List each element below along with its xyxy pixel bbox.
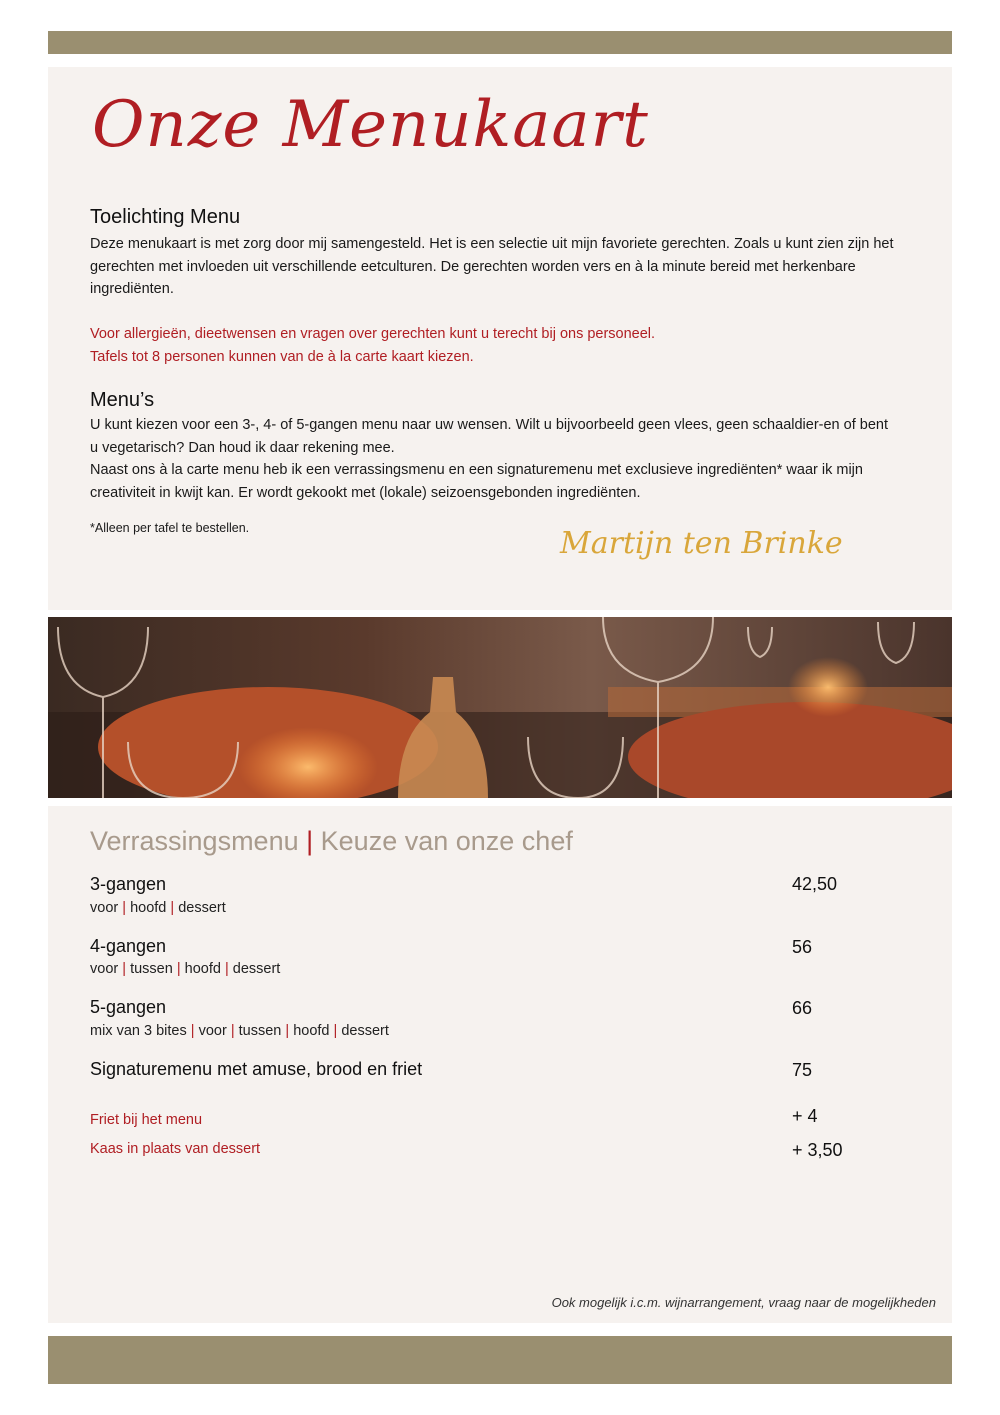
- menu-item-price: 66: [792, 998, 813, 1018]
- allergy-line: Voor allergieën, dieetwensen en vragen over gerechten kunt u terecht bij ons personeel.: [90, 326, 656, 342]
- course: voor: [90, 900, 119, 916]
- course-separator: |: [122, 900, 127, 916]
- course: voor: [90, 961, 119, 977]
- menu-item-courses: [90, 1023, 389, 1039]
- course: hoofd: [293, 1023, 330, 1039]
- menu-item-name: Signaturemenu met amuse, brood en friet: [90, 1059, 423, 1079]
- extra-label: Friet bij het menu: [90, 1112, 203, 1128]
- extra-price: + 4: [792, 1106, 818, 1126]
- intro-notice: [90, 323, 900, 368]
- course: tussen: [130, 961, 173, 977]
- course: voor: [198, 1023, 227, 1039]
- menu-item-name: 4-gangen: [90, 936, 167, 956]
- menu-item-price: 75: [792, 1060, 813, 1080]
- menu-item-courses: [90, 900, 226, 916]
- bottom-band: [48, 1336, 952, 1384]
- chef-signature: Martijn ten Brinke: [560, 526, 843, 561]
- menu-title-subtitle: Keuze van onze chef: [320, 826, 573, 856]
- course-separator: |: [170, 900, 175, 916]
- course-separator: |: [224, 961, 229, 977]
- course-separator: |: [230, 1023, 235, 1039]
- menu-title-name: Verrassingsmenu: [90, 826, 299, 856]
- course-separator: |: [285, 1023, 290, 1039]
- course: tussen: [238, 1023, 282, 1039]
- course: hoofd: [184, 961, 221, 977]
- course-separator: |: [333, 1023, 338, 1039]
- course-separator: |: [176, 961, 181, 977]
- course-separator: |: [190, 1023, 195, 1039]
- intro-heading: Toelichting Menu: [90, 206, 241, 228]
- menu-item-name: 5-gangen: [90, 997, 167, 1017]
- course: mix van 3 bites: [90, 1023, 187, 1039]
- menu-title: [90, 826, 573, 857]
- course-separator: |: [122, 961, 127, 977]
- menus-body: [90, 414, 900, 504]
- top-band: [48, 31, 952, 54]
- menus-heading: Menu’s: [90, 389, 155, 411]
- course: dessert: [232, 961, 281, 977]
- menu-title-separator: |: [306, 826, 314, 856]
- wine-footnote: Ook mogelijk i.c.m. wijnarrangement, vraag naar de mogelijkheden: [551, 1295, 936, 1310]
- extra-label: Kaas in plaats van dessert: [90, 1141, 261, 1157]
- course: dessert: [341, 1023, 389, 1039]
- table-order-note: *Alleen per tafel te bestellen.: [90, 521, 250, 535]
- menu-item-courses: [90, 961, 280, 977]
- menu-item-price: 56: [792, 937, 813, 957]
- restaurant-photo: [48, 617, 952, 798]
- restaurant-photo-illustration: [48, 617, 952, 798]
- intro-body: [90, 233, 900, 301]
- page-title: Onze Menukaart: [92, 88, 649, 162]
- course: dessert: [178, 900, 226, 916]
- course: hoofd: [130, 900, 167, 916]
- menus-text-2: Naast ons à la carte menu heb ik een verrassingsmenu en een signaturemenu met exclusieve ingrediënten* waar ik mijn creativiteit in kwijt kan. Er wordt gekookt met (lokale) seizoensgebonden ingrediënten.: [90, 462, 863, 501]
- extra-price: + 3,50: [792, 1140, 843, 1160]
- menu-item-price: 42,50: [792, 874, 838, 894]
- intro-text: Deze menukaart is met zorg door mij samengesteld. Het is een selectie uit mijn favoriete gerechten. Zoals u kunt zien zijn het gerechten met invloeden uit verschillende eetculturen. De gerechten worden vers en à la minute bereid met herkenbare ingrediënten.: [90, 236, 894, 297]
- menus-text-1: U kunt kiezen voor een 3-, 4- of 5-gangen menu naar uw wensen. Wilt u bijvoorbeeld geen vlees, geen schaaldier-en of bent u vegetarisch? Dan houd ik daar rekening mee.: [90, 417, 888, 456]
- menu-item-name: 3-gangen: [90, 874, 167, 894]
- tables-line: Tafels tot 8 personen kunnen van de à la carte kaart kiezen.: [90, 348, 474, 365]
